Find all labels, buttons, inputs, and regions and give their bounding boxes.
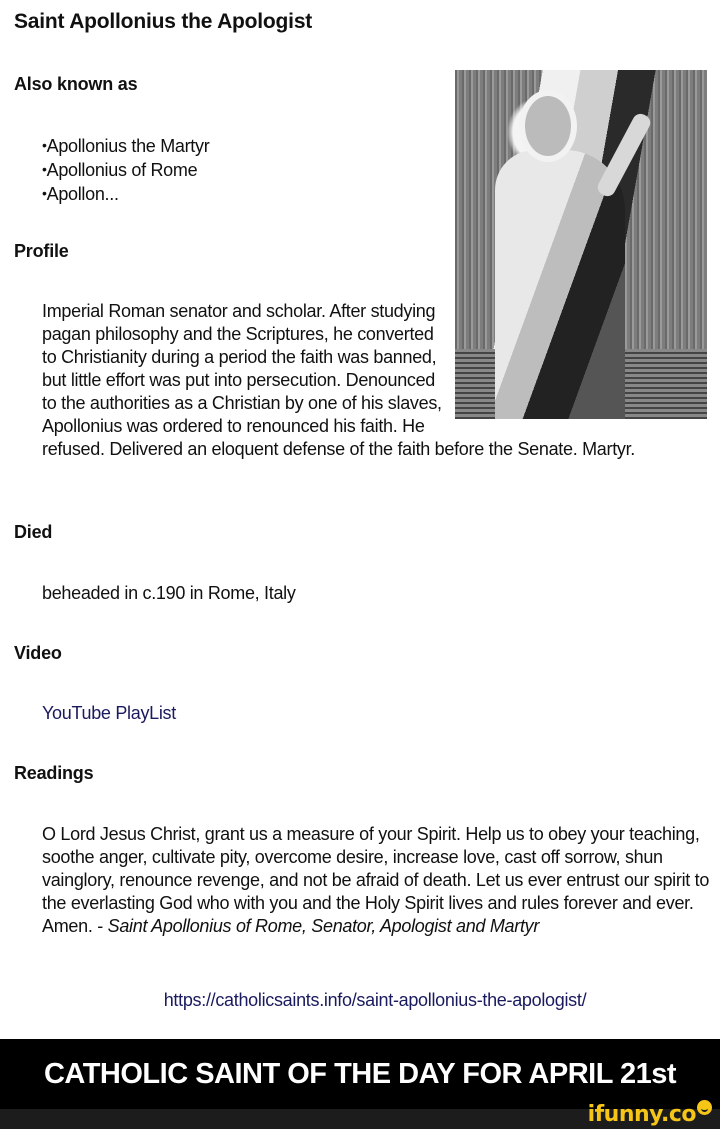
readings-prayer: O Lord Jesus Christ, grant us a measure of your Spirit. Help us to obey your teaching, soothe anger, cultivate pity, overcome desire, increase love, cast off sorrow, shun vainglory, renounce revenge, and not be afraid of death. Let us ever entrust our spirit to the everlasting God who with you and the Holy Spirit lives and rules forever and ever. Amen. - bbox=[42, 824, 710, 936]
profile-text: Imperial Roman senator and scholar. After studying pagan philosophy and the Scriptures, he converted to Christianity during a period the faith was banned, but little effort was put into persecution. Denounced to the authorities as a Christian by one of his slaves, Apollonius was ordered to renounced his faith. He refused. Delivered an eloquent defense of the faith before the Senate. Martyr. bbox=[42, 301, 635, 459]
readings-text-block bbox=[42, 823, 712, 938]
readings-attribution: Saint Apollonius of Rome, Senator, Apologist and Martyr bbox=[107, 916, 540, 936]
smiley-icon bbox=[697, 1100, 712, 1115]
portrait-arm bbox=[595, 111, 653, 199]
portrait-head-halo bbox=[525, 96, 571, 156]
page-title: Saint Apollonius the Apologist bbox=[14, 10, 313, 33]
died-text: beheaded in c.190 in Rome, Italy bbox=[42, 583, 296, 603]
heading-readings: Readings bbox=[14, 763, 94, 783]
heading-video: Video bbox=[14, 643, 62, 663]
ifunny-watermark bbox=[588, 1100, 712, 1129]
banner-text: CATHOLIC SAINT OF THE DAY FOR APRIL 21st bbox=[43, 1057, 677, 1090]
list-item: • Apollonius the Martyr bbox=[42, 134, 209, 158]
heading-died: Died bbox=[14, 522, 53, 542]
heading-also-known-as: Also known as bbox=[14, 74, 138, 94]
heading-profile: Profile bbox=[14, 241, 69, 261]
list-item: • Apollonius of Rome bbox=[42, 158, 209, 182]
caption-banner bbox=[0, 1039, 720, 1109]
list-item: • Apollon... bbox=[42, 182, 209, 206]
source-url-link[interactable]: https://catholicsaints.info/saint-apollonius-the-apologist/ bbox=[163, 990, 587, 1010]
youtube-playlist-link[interactable]: YouTube PlayList bbox=[42, 703, 176, 723]
profile-text-block bbox=[42, 300, 707, 461]
image-wrap-spacer bbox=[447, 300, 707, 428]
also-known-as-list bbox=[42, 134, 209, 206]
watermark-text: ifunny.co bbox=[587, 1102, 696, 1127]
